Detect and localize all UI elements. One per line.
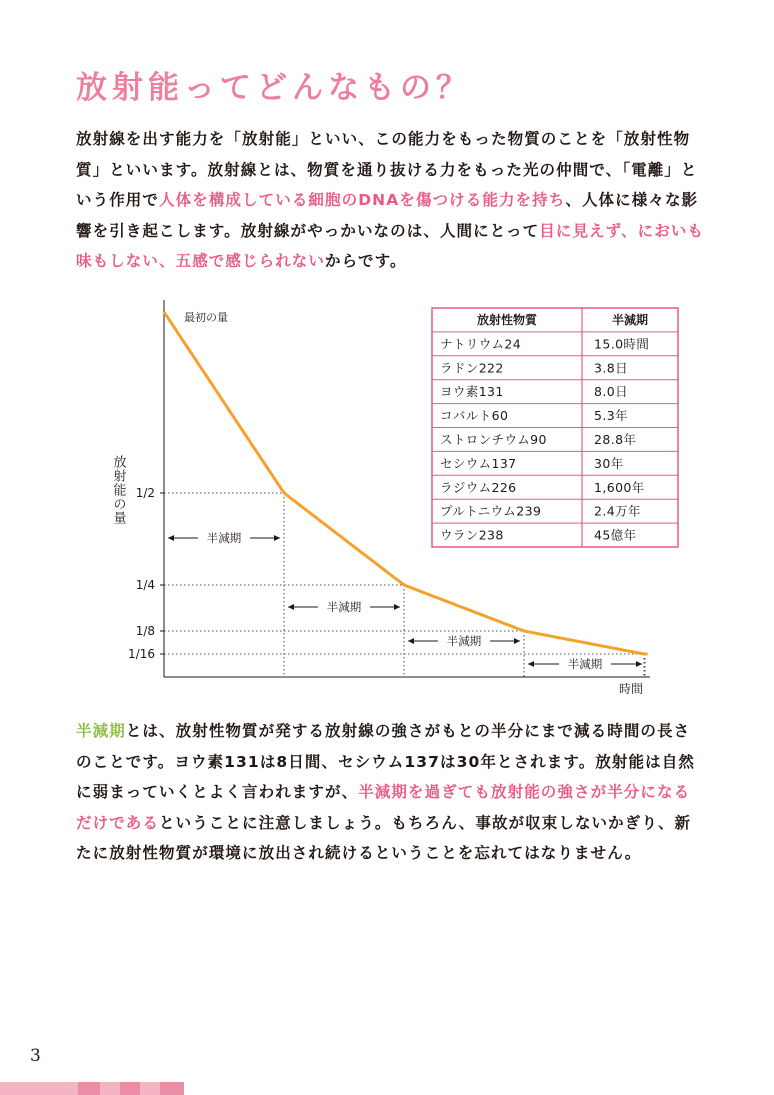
table-cell-half-life: 30年 — [594, 455, 624, 471]
table-cell-half-life: 15.0時間 — [594, 336, 650, 352]
table-cell-half-life: 5.3年 — [594, 408, 628, 424]
footer-block — [140, 1082, 160, 1095]
arrow-head — [408, 638, 414, 644]
arrow-head — [636, 661, 642, 667]
x-axis-label: 時間 — [618, 682, 643, 696]
arrow-head — [288, 604, 294, 610]
para1-segment: 人体を構成している細胞のDNAを傷つける能力を持ち — [159, 191, 566, 209]
half-life-paragraph — [76, 716, 706, 869]
arrow-head — [168, 535, 174, 541]
table-cell-half-life: 28.8年 — [594, 432, 637, 447]
table-header: 半減期 — [611, 313, 649, 327]
table-cell-substance: ラジウム226 — [440, 479, 517, 495]
half-life-chart — [0, 290, 774, 700]
table-cell-substance: コバルト60 — [440, 408, 509, 424]
table-cell-substance: ウラン238 — [440, 527, 504, 543]
arrow-head — [394, 604, 400, 610]
table-cell-half-life: 2.4万年 — [594, 503, 641, 519]
table-cell-half-life: 8.0日 — [594, 384, 628, 400]
interval-label: 半減期 — [326, 600, 362, 614]
y-tick-label: 1/2 — [135, 486, 155, 500]
y-tick-label: 1/4 — [135, 578, 155, 592]
footer-block — [120, 1082, 140, 1095]
footer-block — [78, 1082, 100, 1095]
footer-block — [52, 1082, 78, 1095]
table-cell-substance: ヨウ素131 — [440, 384, 504, 400]
y-axis-label: 放射能の量 — [110, 455, 126, 525]
interval-label: 半減期 — [206, 531, 242, 545]
table-cell-substance: プルトニウム239 — [440, 503, 542, 519]
footer-decoration — [0, 1082, 184, 1095]
table-cell-substance: ストロンチウム90 — [440, 432, 547, 447]
table-cell-substance: セシウム137 — [440, 455, 517, 471]
para1-segment: 、人体に様々な影響を引き起こします。放射線がやっかいなのは、人間にとって — [76, 191, 699, 240]
arrow-head — [528, 661, 534, 667]
table-header: 放射性物質 — [476, 313, 538, 327]
para2-segment: 半減期を過ぎても放射能の強さが半分になるだけである — [76, 783, 691, 832]
intro-paragraph — [76, 124, 706, 277]
page-number: 3 — [30, 1046, 41, 1066]
table-cell-half-life: 3.8日 — [594, 360, 628, 376]
arrow-head — [274, 535, 280, 541]
interval-label: 半減期 — [567, 657, 603, 671]
footer-block — [100, 1082, 120, 1095]
y-tick-label: 1/16 — [128, 647, 155, 661]
table-cell-half-life: 1,600年 — [594, 479, 645, 495]
interval-label: 半減期 — [446, 634, 482, 648]
table-cell-substance: ナトリウム24 — [440, 336, 522, 352]
y-tick-label: 1/8 — [135, 624, 155, 638]
para2-segment: とは、放射性物質が発する放射線の強さがもとの半分にまで減る時間の長さのことです。ヨウ素131は8日間、セシウム137は30年とされます。放射能は自然に弱まっていくとよく言われますが、 — [76, 722, 695, 801]
para1-segment: からです。 — [325, 252, 407, 270]
para2-segment: ということに注意しましょう。もちろん、事故が収束しないかぎり、新たに放射性物質が環境に放出され続けるということを忘れてはなりません。 — [76, 813, 692, 862]
start-label: 最初の量 — [184, 311, 228, 324]
para2-segment: 半減期 — [76, 722, 126, 740]
para1-segment: 放射線を出す能力を「放射能」といい、この能力をもった物質のことを「放射性物質」といいます。放射線とは、物質を通り抜ける力をもった光の仲間で、「電離」という作用で — [76, 130, 698, 209]
page-title: 放射能ってどんなもの？ — [76, 70, 472, 106]
arrow-head — [514, 638, 520, 644]
table-cell-half-life: 45億年 — [594, 527, 637, 543]
footer-block — [160, 1082, 184, 1095]
para1-segment: 目に見えず、においも味もしない、五感で感じられない — [76, 221, 705, 270]
table-cell-substance: ラドン222 — [440, 360, 504, 376]
footer-block — [0, 1082, 52, 1095]
